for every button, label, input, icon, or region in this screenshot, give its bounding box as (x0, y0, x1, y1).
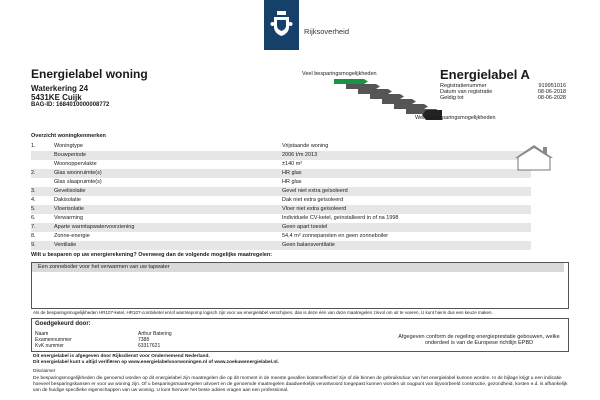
table-row (31, 232, 531, 241)
table-row (31, 169, 531, 178)
table-row (31, 187, 531, 196)
row-value: Geen apart toestel (282, 224, 328, 230)
disclaimer-text: De besparingsmogelijkheden die genoemd worden op dit energielabel zijn maatregelen die op dit moment in de meeste gevallen kosteneffectief zijn of die binnen de gebruiksduur van het energielabel kunnen worden. In de bijlage krijgt u een indicatie hoeveel besparingskansen er voor uw woning zijn. Of u besparingsmaatregelen uitvoert en de genoemde maatregelen daadwerkelijk verantwoord toegepast kunnen worden uit oogpunt van bijvoorbeeld constructie, gezondheid, kosten e.d. is afhankelijk van de huidige specifieke eigenschappen van uw woning. U kunt hierover het beste advies vragen aan een professional. (33, 376, 568, 393)
overview-title: Overzicht woningkenmerken (31, 133, 106, 139)
energy-class-f-bar (394, 104, 428, 109)
row-number: 8. (31, 233, 36, 239)
gov-name: Rijksoverheid (304, 27, 350, 36)
table-row (31, 160, 531, 169)
approval-title: Goedgekeurd door: (35, 321, 91, 327)
house-icon (515, 144, 553, 172)
meta-value: 919951016 (538, 83, 566, 89)
energy-class-a-bar (334, 79, 368, 84)
row-number: 9. (31, 242, 36, 248)
recommendation-item: Een zonneboiler voor het verwarmen van uw tapwater (32, 263, 564, 272)
row-value: Vloer niet extra geïsoleerd (282, 206, 347, 212)
approval-kvk-value: 63317621 (138, 343, 161, 349)
table-row (31, 142, 531, 151)
approval-exam-value: 7388 (138, 337, 150, 343)
table-row (31, 223, 531, 232)
table-row (31, 151, 531, 160)
row-label: Zonne-energie (54, 233, 90, 239)
row-label: Woningtype (54, 143, 83, 149)
row-number: 1. (31, 143, 36, 149)
row-label: Verwarming (54, 215, 84, 221)
row-value: Gevel niet extra geïsoleerd (282, 188, 348, 194)
row-label: Woonoppervlakte (54, 161, 97, 167)
row-label: Aparte warmtapwatervoorziening (54, 224, 135, 230)
row-number: 7. (31, 224, 36, 230)
meta-label: Registratienummer (440, 83, 487, 89)
row-value: Vrijstaande woning (282, 143, 329, 149)
energy-class-c-bar (358, 89, 392, 94)
row-value: ±140 m² (282, 161, 303, 167)
row-value: Geen balansventilatie (282, 242, 335, 248)
approval-name-label: Naam (35, 331, 49, 337)
label-more-saving: Veel besparingsmogelijkheden (302, 71, 377, 77)
row-label: Dakisolatie (54, 197, 81, 203)
bag-id: BAG-ID: 1684010000008772 (31, 102, 110, 108)
row-label: Ventilatie (54, 242, 77, 248)
footer-verify: Dit energielabel kunt u altijd verifiëren op www.energielabelvoorwoningen.nl of www.zoekuwenergielabel.nl. (33, 360, 279, 365)
meta-value: 08-06-2028 (537, 95, 566, 101)
row-value: 54,4 m² zonnepanelen en geen zonneboiler (282, 233, 389, 239)
approval-kvk-label: KvK nummer (35, 343, 64, 349)
disclaimer-title: Disclaimer (33, 369, 56, 374)
table-row (31, 214, 531, 223)
address-city: 5431KE Cuijk (31, 93, 82, 102)
row-label: Glas woonruimte(s) (54, 170, 102, 176)
row-value: 2006 t/m 2013 (282, 152, 318, 158)
energy-class-b-bar (346, 84, 380, 89)
row-number: 6. (31, 215, 36, 221)
row-value: Individuele CV-ketel, geïnstalleerd in of na 1998 (282, 215, 399, 221)
measures-note: Als de besparingsmogelijkheden HR107-ketel, HR107-combiketel en/of warmtepomp logisch zijn voor uw energielabel verschijnen, dan is deze één van deze maatregelen zinvol om uit te voeren, U kunt hierin dus een keuze maken. (33, 310, 493, 315)
row-value: HR glas (282, 170, 302, 176)
row-label: Gevelisolatie (54, 188, 86, 194)
saving-question: Wilt u besparen op uw energierekening? Overweeg dan de volgende mogelijke maatregelen: (31, 252, 273, 258)
meta-valid-until (440, 95, 566, 101)
table-row (31, 196, 531, 205)
row-number: 2. (31, 170, 36, 176)
row-value: HR glas (282, 179, 302, 185)
row-number: 3. (31, 188, 36, 194)
meta-label: Datum van registratie (440, 89, 493, 95)
label-less-saving: Weinig besparingsmogelijkheden (415, 115, 496, 121)
crest-icon (270, 8, 293, 40)
meta-value: 08-06-2018 (537, 89, 566, 95)
approval-name-value: Arthur Batering (138, 331, 172, 337)
approval-box (31, 318, 569, 352)
row-number: 5. (31, 206, 36, 212)
energy-label-title: Energielabel A (440, 67, 530, 82)
row-number: 4. (31, 197, 36, 203)
table-row (31, 205, 531, 214)
document-title: Energielabel woning (31, 67, 148, 81)
energy-class-d-bar (370, 94, 404, 99)
approval-exam-label: Examennummer (35, 337, 72, 343)
energy-class-e-bar (382, 99, 416, 104)
approval-statement: Afgegeven conform de regeling energieprestatie gebouwen, welke onderdeel is van de Europese richtlijn EPBD (398, 334, 560, 346)
row-label: Glas slaapruimte(s) (54, 179, 102, 185)
row-value: Dak niet extra geïsoleerd (282, 197, 344, 203)
row-label: Bouwperiode (54, 152, 87, 158)
meta-label: Geldig tot (440, 95, 464, 101)
recommendation-box (31, 262, 569, 309)
table-row (31, 241, 531, 250)
table-row (31, 178, 531, 187)
footer-issuer: Dit energielabel is afgegeven door Rijksdienst voor Ondernemend Nederland. (33, 354, 210, 359)
address-street: Waterkering 24 (31, 84, 89, 93)
row-label: Vloerisolatie (54, 206, 84, 212)
